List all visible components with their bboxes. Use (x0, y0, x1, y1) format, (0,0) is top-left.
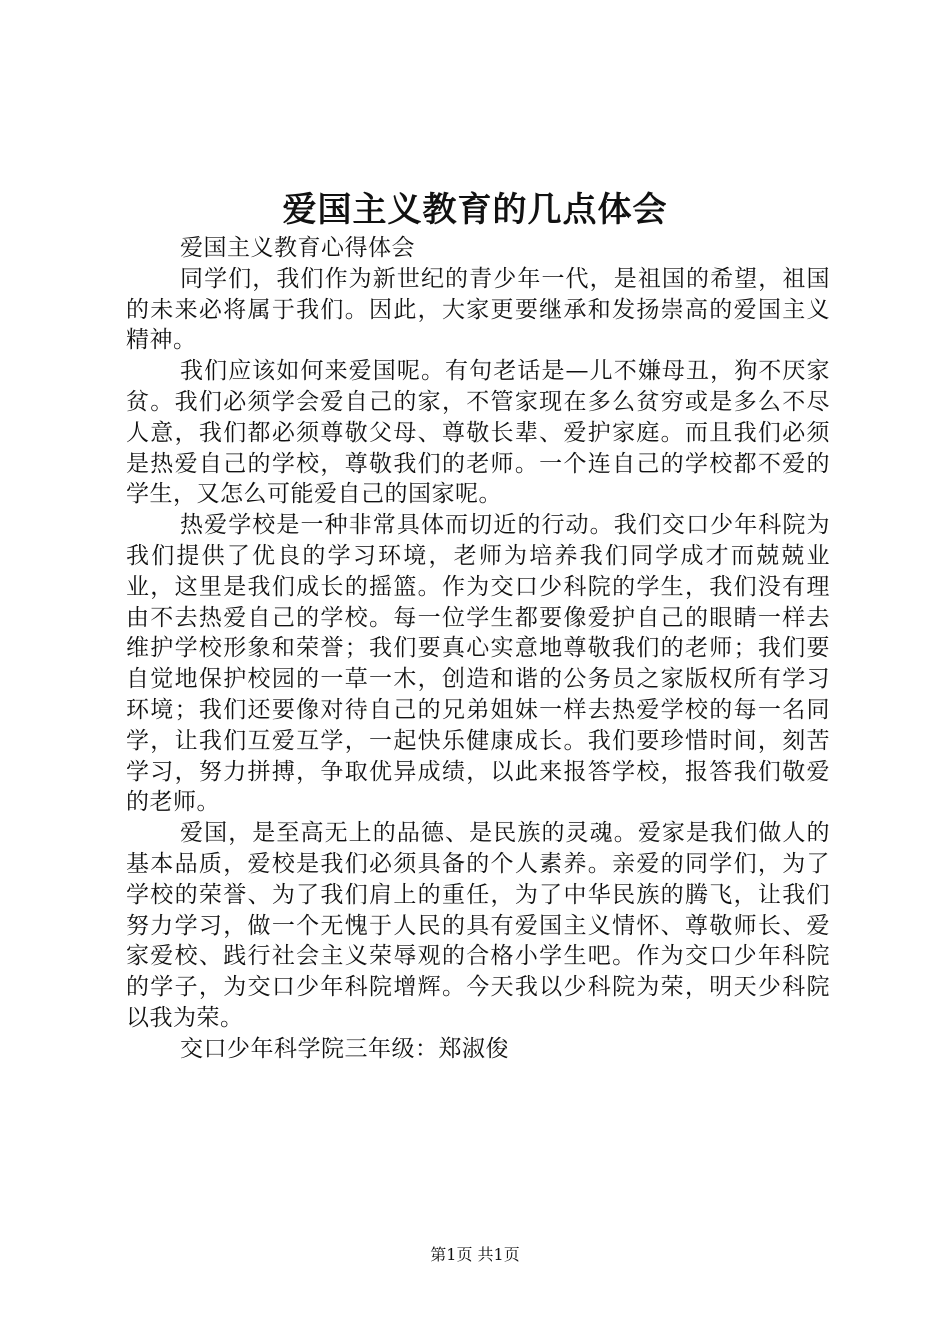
document-body (126, 233, 830, 1065)
page-number-footer: 第1页 共1页 (430, 1245, 520, 1264)
document-title: 爱国主义教育的几点体会 (282, 190, 668, 230)
paragraph: 爱国，是至高无上的品德、是民族的灵魂。爱家是我们做人的基本品质，爱校是我们必须具备的个人素养。亲爱的同学们，为了学校的荣誉、为了我们肩上的重任，为了中华民族的腾飞，让我们努力学习，做一个无愧于人民的具有爱国主义情怀、尊敬师长、爱家爱校、践行社会主义荣辱观的合格小学生吧。作为交口少年科院的学子，为交口少年科院增辉。今天我以少科院为荣，明天少科院以我为荣。 (126, 820, 830, 1031)
paragraph-signature: 交口少年科学院三年级：郑淑俊 (180, 1035, 509, 1062)
paragraph: 热爱学校是一种非常具体而切近的行动。我们交口少年科院为我们提供了优良的学习环境，老师为培养我们同学成才而兢兢业业，这里是我们成长的摇篮。作为交口少科院的学生，我们没有理由不去热爱自己的学校。每一位学生都要像爱护自己的眼睛一样去维护学校形象和荣誉；我们要真心实意地尊敬我们的老师；我们要自觉地保护校园的一草一木，创造和谐的公务员之家版权所有学习环境；我们还要像对待自己的兄弟姐妹一样去热爱学校的每一名同学，让我们互爱互学，一起快乐健康成长。我们要珍惜时间，刻苦学习，努力拼搏，争取优异成绩，以此来报答学校，报答我们敬爱的老师。 (126, 512, 830, 816)
paragraph: 我们应该如何来爱国呢。有句老话是—儿不嫌母丑，狗不厌家贫。我们必须学会爱自己的家，不管家现在多么贫穷或是多么不尽人意，我们都必须尊敬父母、尊敬长辈、爱护家庭。而且我们必须是热爱自己的学校，尊敬我们的老师。一个连自己的学校都不爱的学生，又怎么可能爱自己的国家呢。 (126, 358, 830, 508)
paragraph-subtitle: 爱国主义教育心得体会 (180, 235, 415, 261)
paragraph: 同学们，我们作为新世纪的青少年一代，是祖国的希望，祖国的未来必将属于我们。因此，大家更要继承和发扬崇高的爱国主义精神。 (126, 265, 830, 354)
